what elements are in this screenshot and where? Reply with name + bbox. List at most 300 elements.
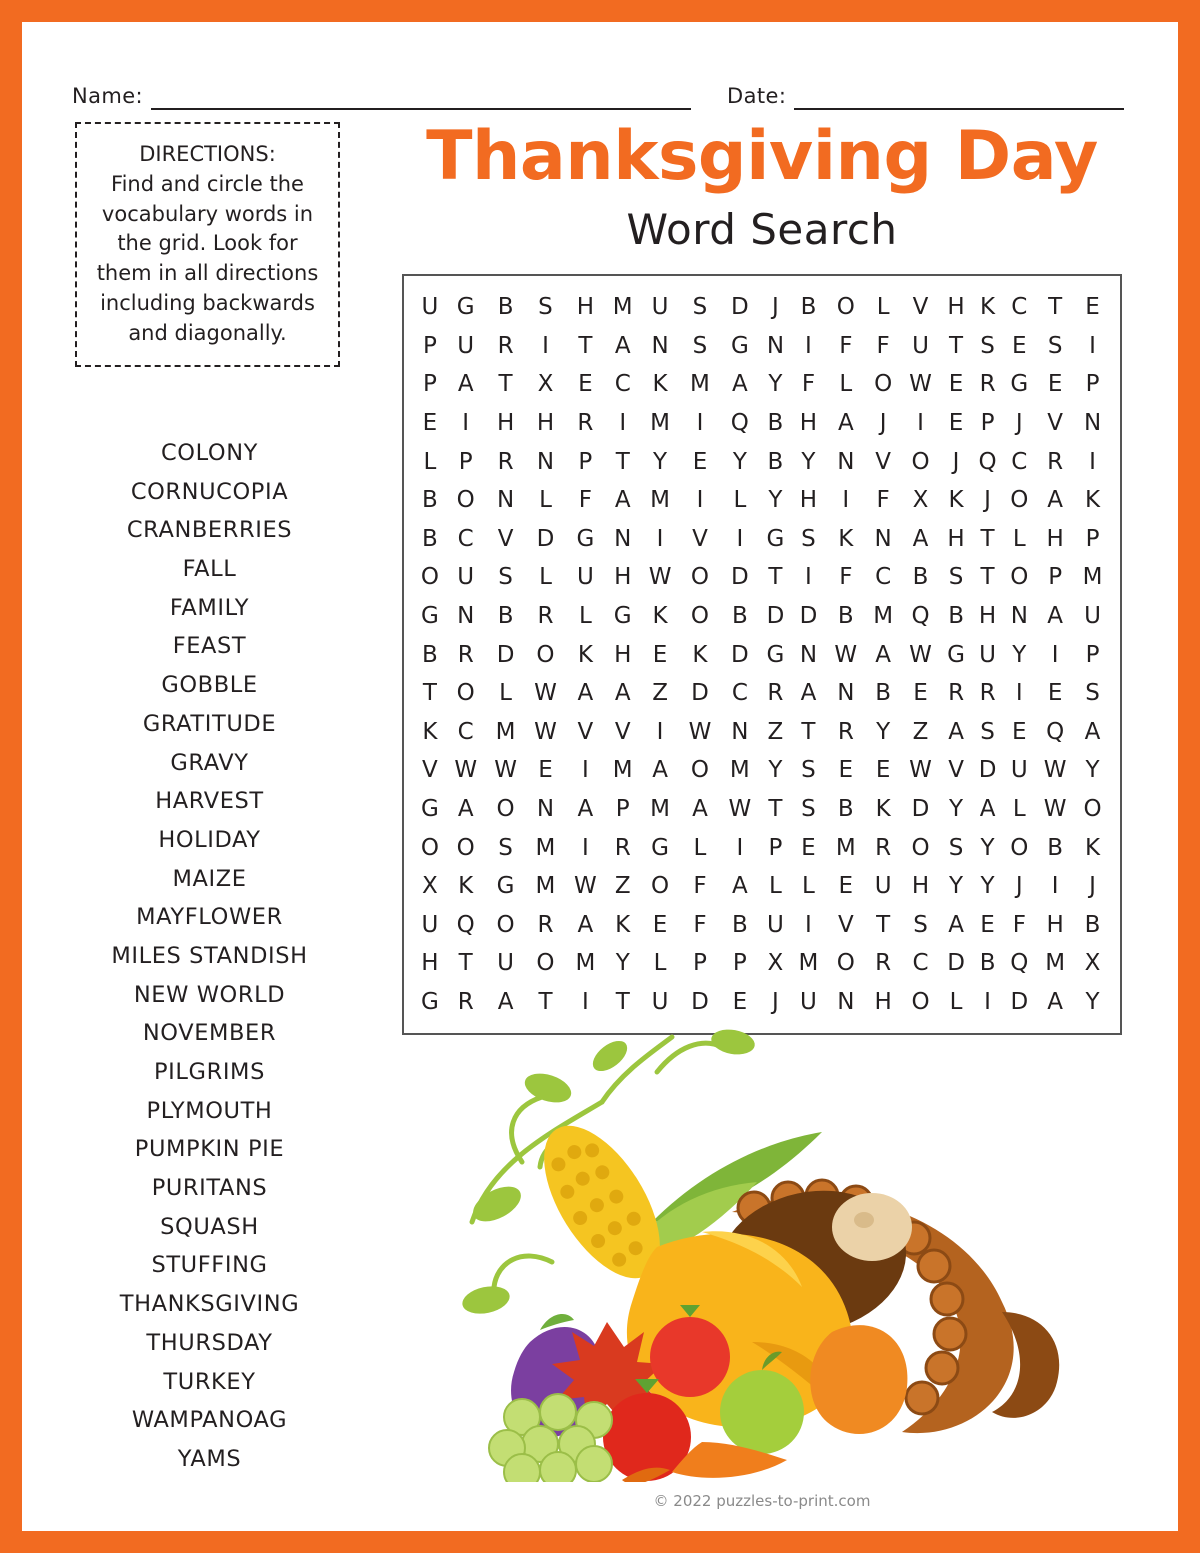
grid-cell[interactable]: O	[456, 680, 475, 707]
grid-cell[interactable]: M	[798, 950, 819, 977]
grid-cell[interactable]: Q	[1046, 718, 1065, 745]
grid-cell[interactable]: L	[693, 834, 707, 861]
grid-cell[interactable]: D	[496, 641, 515, 668]
grid-cell[interactable]: O	[690, 603, 710, 630]
grid-cell[interactable]: Y	[768, 487, 783, 514]
grid-cell[interactable]: N	[536, 448, 555, 475]
grid-cell[interactable]: O	[1010, 564, 1029, 591]
grid-cell[interactable]: L	[876, 294, 890, 321]
grid-cell[interactable]: U	[979, 641, 996, 668]
grid-cell[interactable]: W	[688, 718, 712, 745]
grid-cell[interactable]: R	[614, 834, 631, 861]
grid-cell[interactable]: B	[1084, 911, 1101, 938]
grid-cell[interactable]: S	[1047, 332, 1063, 359]
grid-cell[interactable]: K	[980, 294, 996, 321]
grid-cell[interactable]: S	[692, 332, 708, 359]
grid-cell[interactable]: U	[651, 988, 669, 1015]
grid-cell[interactable]: C	[875, 564, 892, 591]
grid-cell[interactable]: S	[498, 834, 513, 861]
grid-cell[interactable]: A	[497, 988, 514, 1015]
grid-cell[interactable]: V	[948, 757, 964, 784]
grid-cell[interactable]: B	[837, 603, 854, 630]
grid-cell[interactable]: L	[653, 950, 667, 977]
grid-cell[interactable]: E	[538, 757, 553, 784]
grid-cell[interactable]: K	[422, 718, 438, 745]
grid-cell[interactable]: M	[650, 796, 670, 823]
grid-cell[interactable]: T	[538, 988, 553, 1015]
grid-cell[interactable]: V	[837, 911, 854, 938]
grid-cell[interactable]: H	[874, 988, 892, 1015]
grid-cell[interactable]: X	[767, 950, 784, 977]
grid-cell[interactable]: I	[462, 410, 470, 437]
grid-cell[interactable]: M	[650, 487, 670, 514]
grid-cell[interactable]: T	[578, 332, 593, 359]
grid-cell[interactable]: A	[1047, 988, 1064, 1015]
grid-cell[interactable]: E	[875, 757, 891, 784]
grid-cell[interactable]: S	[801, 757, 816, 784]
grid-cell[interactable]: M	[1045, 950, 1066, 977]
grid-cell[interactable]: M	[612, 294, 633, 321]
grid-cell[interactable]: A	[875, 641, 892, 668]
grid-cell[interactable]: A	[577, 911, 594, 938]
grid-cell[interactable]: D	[978, 757, 997, 784]
grid-cell[interactable]: F	[693, 873, 707, 900]
grid-cell[interactable]: C	[731, 680, 748, 707]
grid-cell[interactable]: P	[422, 371, 437, 398]
grid-cell[interactable]: R	[497, 448, 514, 475]
grid-cell[interactable]: K	[652, 603, 668, 630]
grid-cell[interactable]: I	[1051, 873, 1059, 900]
grid-cell[interactable]: G	[651, 834, 669, 861]
grid-cell[interactable]: F	[876, 332, 890, 359]
grid-cell[interactable]: R	[497, 332, 514, 359]
grid-cell[interactable]: O	[1010, 487, 1029, 514]
grid-cell[interactable]: S	[801, 525, 816, 552]
grid-cell[interactable]: J	[984, 487, 991, 514]
grid-cell[interactable]: A	[1047, 603, 1064, 630]
grid-cell[interactable]: D	[730, 641, 749, 668]
grid-cell[interactable]: O	[911, 448, 930, 475]
grid-cell[interactable]: A	[614, 332, 631, 359]
grid-cell[interactable]: W	[909, 371, 932, 398]
grid-cell[interactable]: I	[736, 834, 744, 861]
grid-cell[interactable]: F	[839, 564, 853, 591]
grid-cell[interactable]: M	[1082, 564, 1103, 591]
grid-cell[interactable]: E	[1012, 332, 1027, 359]
grid-cell[interactable]: I	[917, 410, 924, 437]
grid-cell[interactable]: L	[423, 448, 437, 475]
grid-cell[interactable]: G	[766, 641, 785, 668]
grid-cell[interactable]: F	[578, 487, 592, 514]
grid-cell[interactable]: D	[1010, 988, 1029, 1015]
grid-cell[interactable]: O	[874, 371, 893, 398]
grid-cell[interactable]: A	[614, 680, 631, 707]
grid-cell[interactable]: R	[767, 680, 784, 707]
grid-cell[interactable]: Z	[767, 718, 784, 745]
grid-cell[interactable]: E	[1047, 371, 1063, 398]
grid-cell[interactable]: E	[1085, 294, 1100, 321]
grid-cell[interactable]: H	[1046, 911, 1064, 938]
grid-cell[interactable]: I	[696, 410, 704, 437]
grid-cell[interactable]: S	[498, 564, 513, 591]
grid-cell[interactable]: B	[421, 525, 438, 552]
grid-cell[interactable]: P	[1048, 564, 1063, 591]
grid-cell[interactable]: S	[948, 564, 964, 591]
grid-cell[interactable]: G	[1010, 371, 1029, 398]
grid-cell[interactable]: R	[537, 603, 554, 630]
grid-cell[interactable]: J	[772, 988, 779, 1015]
grid-cell[interactable]: I	[656, 718, 664, 745]
grid-cell[interactable]: I	[842, 487, 850, 514]
grid-cell[interactable]: Y	[801, 448, 816, 475]
grid-cell[interactable]: K	[458, 873, 474, 900]
grid-cell[interactable]: A	[837, 410, 854, 437]
grid-cell[interactable]: D	[947, 950, 965, 977]
grid-cell[interactable]: P	[578, 448, 593, 475]
grid-cell[interactable]: P	[980, 410, 995, 437]
grid-cell[interactable]: C	[457, 718, 474, 745]
grid-cell[interactable]: H	[911, 873, 930, 900]
grid-cell[interactable]: T	[801, 718, 816, 745]
grid-cell[interactable]: H	[614, 564, 632, 591]
grid-cell[interactable]: B	[497, 294, 514, 321]
grid-cell[interactable]: K	[577, 641, 593, 668]
grid-cell[interactable]: L	[733, 487, 747, 514]
grid-cell[interactable]: T	[980, 525, 995, 552]
grid-cell[interactable]: G	[456, 294, 475, 321]
grid-cell[interactable]: Y	[876, 718, 891, 745]
grid-cell[interactable]: T	[876, 911, 891, 938]
grid-cell[interactable]: Y	[1085, 988, 1100, 1015]
grid-cell[interactable]: Z	[652, 680, 668, 707]
grid-cell[interactable]: M	[835, 834, 856, 861]
grid-cell[interactable]: E	[801, 834, 816, 861]
grid-cell[interactable]: Y	[980, 873, 995, 900]
grid-cell[interactable]: R	[875, 834, 892, 861]
date-input-line[interactable]	[794, 84, 1124, 110]
grid-cell[interactable]: G	[496, 873, 515, 900]
grid-cell[interactable]: O	[420, 564, 439, 591]
grid-cell[interactable]: R	[577, 410, 594, 437]
grid-cell[interactable]: O	[836, 294, 855, 321]
grid-cell[interactable]: X	[1084, 950, 1101, 977]
grid-cell[interactable]: V	[614, 718, 631, 745]
grid-cell[interactable]: Y	[615, 950, 630, 977]
grid-cell[interactable]: W	[909, 757, 932, 784]
grid-cell[interactable]: N	[1010, 603, 1028, 630]
grid-table[interactable]	[414, 288, 1110, 1021]
grid-cell[interactable]: A	[731, 371, 748, 398]
grid-cell[interactable]: U	[874, 873, 892, 900]
grid-cell[interactable]: M	[495, 718, 516, 745]
grid-cell[interactable]: O	[911, 834, 930, 861]
name-input-line[interactable]	[151, 84, 691, 110]
grid-cell[interactable]: O	[496, 911, 515, 938]
grid-cell[interactable]: K	[838, 525, 854, 552]
grid-cell[interactable]: U	[497, 950, 514, 977]
grid-cell[interactable]: C	[457, 525, 474, 552]
grid-cell[interactable]: S	[980, 332, 995, 359]
grid-cell[interactable]: E	[948, 371, 964, 398]
grid-cell[interactable]: X	[537, 371, 554, 398]
grid-cell[interactable]: U	[912, 332, 929, 359]
grid-cell[interactable]: Q	[978, 448, 997, 475]
grid-cell[interactable]: H	[978, 603, 997, 630]
grid-cell[interactable]: I	[696, 487, 704, 514]
grid-cell[interactable]: E	[948, 410, 964, 437]
grid-cell[interactable]: A	[692, 796, 708, 823]
grid-cell[interactable]: A	[652, 757, 668, 784]
grid-cell[interactable]: H	[496, 410, 515, 437]
grid-cell[interactable]: H	[947, 525, 965, 552]
grid-cell[interactable]: O	[536, 641, 555, 668]
grid-cell[interactable]: S	[1085, 680, 1100, 707]
grid-cell[interactable]: B	[948, 603, 964, 630]
grid-cell[interactable]: U	[767, 911, 784, 938]
grid-cell[interactable]: Y	[768, 757, 783, 784]
grid-cell[interactable]: V	[577, 718, 594, 745]
grid-cell[interactable]: Q	[911, 603, 930, 630]
grid-cell[interactable]: Z	[912, 718, 929, 745]
grid-cell[interactable]: A	[948, 911, 964, 938]
grid-cell[interactable]: B	[421, 641, 438, 668]
grid-cell[interactable]: H	[1046, 525, 1064, 552]
grid-cell[interactable]: I	[656, 525, 664, 552]
grid-cell[interactable]: N	[536, 796, 555, 823]
grid-cell[interactable]: N	[837, 680, 855, 707]
grid-cell[interactable]: Y	[980, 834, 995, 861]
grid-cell[interactable]: P	[458, 448, 473, 475]
grid-cell[interactable]: R	[457, 988, 474, 1015]
grid-cell[interactable]: I	[805, 564, 812, 591]
grid-cell[interactable]: R	[875, 950, 892, 977]
grid-cell[interactable]: R	[979, 371, 996, 398]
grid-cell[interactable]: U	[800, 988, 817, 1015]
grid-cell[interactable]: X	[912, 487, 929, 514]
grid-cell[interactable]: M	[535, 873, 556, 900]
grid-cell[interactable]: O	[1083, 796, 1102, 823]
grid-cell[interactable]: I	[581, 988, 589, 1015]
grid-cell[interactable]: G	[420, 603, 439, 630]
grid-cell[interactable]: I	[581, 834, 589, 861]
grid-cell[interactable]: V	[497, 525, 514, 552]
grid-cell[interactable]: A	[800, 680, 817, 707]
grid-cell[interactable]: Z	[614, 873, 631, 900]
grid-cell[interactable]: D	[766, 603, 785, 630]
grid-cell[interactable]: H	[536, 410, 555, 437]
grid-cell[interactable]: R	[837, 718, 854, 745]
grid-cell[interactable]: M	[535, 834, 556, 861]
grid-cell[interactable]: L	[1012, 525, 1026, 552]
grid-cell[interactable]: N	[1083, 410, 1102, 437]
grid-cell[interactable]: F	[801, 371, 816, 398]
grid-cell[interactable]: U	[576, 564, 594, 591]
grid-cell[interactable]: N	[614, 525, 632, 552]
grid-cell[interactable]: L	[802, 873, 815, 900]
grid-cell[interactable]: B	[731, 603, 748, 630]
grid-cell[interactable]: Y	[1085, 757, 1100, 784]
grid-cell[interactable]: A	[1047, 487, 1064, 514]
grid-cell[interactable]: R	[979, 680, 996, 707]
grid-cell[interactable]: A	[457, 796, 474, 823]
grid-cell[interactable]: U	[421, 911, 439, 938]
grid-cell[interactable]: B	[875, 680, 892, 707]
grid-cell[interactable]: G	[730, 332, 749, 359]
grid-cell[interactable]: N	[457, 603, 475, 630]
grid-cell[interactable]: L	[499, 680, 512, 707]
grid-cell[interactable]: N	[837, 988, 855, 1015]
grid-cell[interactable]: L	[539, 564, 552, 591]
grid-cell[interactable]: L	[578, 603, 592, 630]
grid-cell[interactable]: N	[799, 641, 818, 668]
grid-cell[interactable]: B	[800, 294, 817, 321]
grid-cell[interactable]: B	[1047, 834, 1064, 861]
grid-cell[interactable]: T	[422, 680, 437, 707]
grid-cell[interactable]: J	[1015, 410, 1023, 437]
grid-cell[interactable]: Y	[1012, 641, 1027, 668]
grid-cell[interactable]: H	[799, 487, 818, 514]
grid-cell[interactable]: R	[948, 680, 965, 707]
grid-cell[interactable]: H	[576, 294, 595, 321]
grid-cell[interactable]: M	[690, 371, 710, 398]
grid-cell[interactable]: U	[1084, 603, 1101, 630]
grid-cell[interactable]: E	[652, 911, 668, 938]
grid-cell[interactable]: H	[947, 294, 965, 321]
grid-cell[interactable]: O	[536, 950, 555, 977]
grid-cell[interactable]: W	[494, 757, 517, 784]
grid-cell[interactable]: O	[690, 757, 710, 784]
grid-cell[interactable]: W	[573, 873, 597, 900]
grid-cell[interactable]: K	[1085, 487, 1101, 514]
grid-cell[interactable]: G	[576, 525, 595, 552]
grid-cell[interactable]: Y	[732, 448, 747, 475]
grid-cell[interactable]: C	[1011, 448, 1028, 475]
grid-cell[interactable]: J	[952, 448, 960, 475]
grid-cell[interactable]: S	[913, 911, 928, 938]
grid-cell[interactable]: F	[876, 487, 890, 514]
grid-cell[interactable]: P	[768, 834, 783, 861]
grid-cell[interactable]: A	[979, 796, 996, 823]
grid-cell[interactable]: W	[834, 641, 858, 668]
grid-cell[interactable]: H	[614, 641, 632, 668]
grid-cell[interactable]: I	[1089, 448, 1096, 475]
grid-cell[interactable]: I	[619, 410, 627, 437]
grid-cell[interactable]: U	[421, 294, 439, 321]
grid-cell[interactable]: Y	[653, 448, 668, 475]
grid-cell[interactable]: J	[879, 410, 887, 437]
grid-cell[interactable]: E	[732, 988, 748, 1015]
grid-cell[interactable]: D	[730, 564, 749, 591]
grid-cell[interactable]: L	[1012, 796, 1026, 823]
grid-cell[interactable]: G	[947, 641, 965, 668]
grid-cell[interactable]: D	[691, 988, 709, 1015]
grid-cell[interactable]: N	[651, 332, 669, 359]
grid-cell[interactable]: S	[692, 294, 708, 321]
grid-cell[interactable]: C	[1011, 294, 1028, 321]
grid-cell[interactable]: D	[911, 796, 930, 823]
grid-cell[interactable]: W	[909, 641, 932, 668]
grid-cell[interactable]: M	[873, 603, 894, 630]
grid-cell[interactable]: I	[1089, 332, 1096, 359]
grid-cell[interactable]: P	[1085, 641, 1100, 668]
grid-cell[interactable]: Q	[730, 410, 749, 437]
grid-cell[interactable]: A	[577, 796, 594, 823]
grid-cell[interactable]: K	[692, 641, 708, 668]
grid-cell[interactable]: P	[422, 332, 437, 359]
grid-cell[interactable]: Q	[456, 911, 475, 938]
grid-cell[interactable]: B	[912, 564, 929, 591]
grid-cell[interactable]: J	[1015, 873, 1023, 900]
grid-cell[interactable]: B	[767, 448, 784, 475]
grid-cell[interactable]: W	[534, 680, 557, 707]
grid-cell[interactable]: D	[799, 603, 818, 630]
grid-cell[interactable]: I	[805, 911, 812, 938]
grid-cell[interactable]: I	[581, 757, 589, 784]
grid-cell[interactable]: K	[875, 796, 891, 823]
grid-cell[interactable]: Q	[1010, 950, 1029, 977]
grid-cell[interactable]: F	[693, 911, 707, 938]
grid-cell[interactable]: N	[731, 718, 749, 745]
grid-cell[interactable]: U	[651, 294, 669, 321]
grid-cell[interactable]: D	[730, 294, 749, 321]
grid-cell[interactable]: R	[457, 641, 474, 668]
grid-cell[interactable]: E	[980, 911, 995, 938]
grid-cell[interactable]: W	[534, 718, 557, 745]
grid-cell[interactable]: E	[1047, 680, 1063, 707]
grid-cell[interactable]: S	[538, 294, 553, 321]
grid-cell[interactable]: T	[949, 332, 964, 359]
grid-cell[interactable]: O	[420, 834, 439, 861]
grid-cell[interactable]: P	[1085, 525, 1100, 552]
grid-cell[interactable]: B	[979, 950, 996, 977]
grid-cell[interactable]: J	[1089, 873, 1096, 900]
grid-cell[interactable]: A	[614, 487, 631, 514]
grid-cell[interactable]: W	[728, 796, 752, 823]
grid-cell[interactable]: T	[458, 950, 473, 977]
grid-cell[interactable]: L	[949, 988, 963, 1015]
grid-cell[interactable]: B	[421, 487, 438, 514]
grid-cell[interactable]: V	[875, 448, 892, 475]
grid-cell[interactable]: T	[615, 988, 630, 1015]
grid-cell[interactable]: A	[912, 525, 929, 552]
grid-cell[interactable]: L	[839, 371, 853, 398]
grid-cell[interactable]: C	[614, 371, 631, 398]
grid-cell[interactable]: N	[837, 448, 855, 475]
grid-cell[interactable]: N	[496, 487, 515, 514]
grid-cell[interactable]: S	[948, 834, 964, 861]
grid-cell[interactable]: O	[496, 796, 515, 823]
grid-cell[interactable]: O	[456, 834, 475, 861]
grid-cell[interactable]: E	[422, 410, 438, 437]
grid-cell[interactable]: K	[615, 911, 631, 938]
grid-cell[interactable]: R	[1047, 448, 1064, 475]
grid-cell[interactable]: A	[457, 371, 474, 398]
grid-cell[interactable]: I	[805, 332, 812, 359]
grid-cell[interactable]: G	[613, 603, 632, 630]
grid-cell[interactable]: O	[911, 988, 930, 1015]
grid-cell[interactable]: P	[693, 950, 707, 977]
grid-cell[interactable]: E	[578, 371, 593, 398]
grid-cell[interactable]: A	[948, 718, 964, 745]
grid-cell[interactable]: R	[537, 911, 554, 938]
grid-cell[interactable]: E	[838, 757, 854, 784]
grid-cell[interactable]: K	[948, 487, 964, 514]
grid-cell[interactable]: M	[650, 410, 670, 437]
grid-cell[interactable]: U	[1010, 757, 1028, 784]
grid-cell[interactable]: K	[652, 371, 668, 398]
grid-cell[interactable]: G	[420, 988, 439, 1015]
grid-cell[interactable]: T	[1048, 294, 1063, 321]
